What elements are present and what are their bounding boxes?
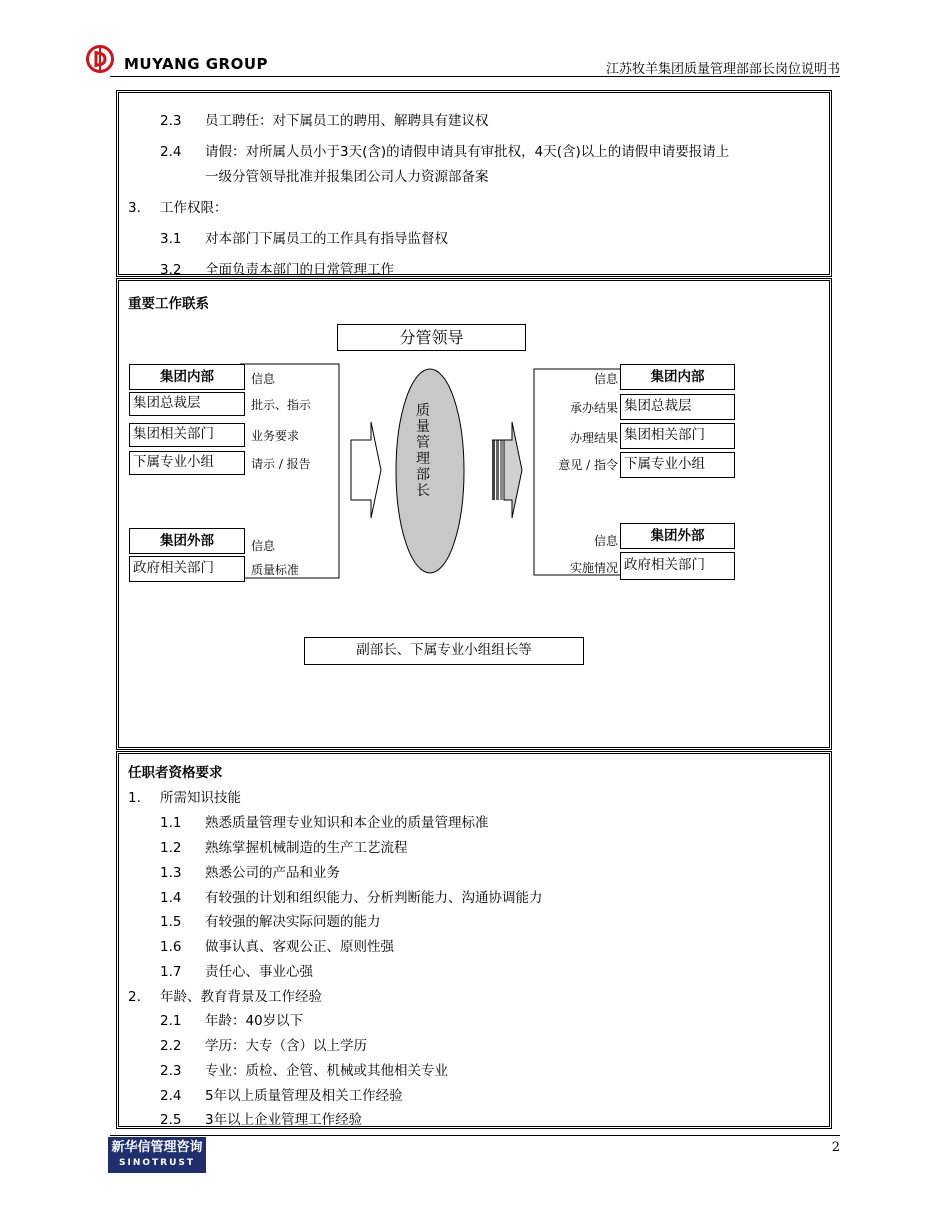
- qualification-item: 2.3 专业：质检、企管、机械或其他相关专业: [160, 1063, 448, 1079]
- sinotrust-logo: 新华信管理咨询 SINOTRUST: [108, 1137, 206, 1173]
- left-internal-label: 信息: [251, 372, 276, 386]
- right-internal-item: 集团总裁层: [620, 394, 735, 420]
- right-external-header: 集团外部: [620, 523, 735, 549]
- right-internal-item: 下属专业小组: [620, 452, 735, 478]
- right-internal-item: 集团相关部门: [620, 423, 735, 449]
- left-internal-label: 批示、指示: [251, 398, 312, 412]
- right-internal-label: 信息: [593, 372, 618, 386]
- subordinates-box: 副部长、下属专业小组组长等: [304, 637, 584, 665]
- supervisor-box: 分管领导: [337, 324, 526, 351]
- authority-item: 2.3 员工聘任：对下属员工的聘用、解聘具有建议权: [160, 113, 489, 129]
- left-internal-item: 集团相关部门: [129, 423, 245, 447]
- qualification-item: 1. 所需知识技能: [128, 790, 241, 806]
- authority-section: [116, 90, 832, 277]
- authority-item: 3.2 全面负责本部门的日常管理工作: [160, 262, 394, 278]
- left-external-label: 信息: [251, 539, 276, 553]
- header-divider: [110, 76, 840, 77]
- left-arrow-icon: [349, 420, 384, 520]
- muyang-logo-icon: [85, 44, 115, 74]
- qualification-item: 1.5 有较强的解决实际问题的能力: [160, 914, 381, 930]
- left-internal-label: 请示 / 报告: [251, 457, 311, 471]
- left-internal-label: 业务要求: [251, 429, 300, 443]
- left-internal-item: 集团总裁层: [129, 392, 245, 416]
- authority-item: 2.4 请假：对所属人员小于3天(含)的请假申请具有审批权，4天(含)以上的请假申请要报请上: [160, 144, 730, 160]
- qualification-item: 1.2 熟练掌握机械制造的生产工艺流程: [160, 840, 408, 856]
- center-role-label: 质量管理部长: [416, 403, 430, 499]
- qualification-item: 1.1 熟悉质量管理专业知识和本企业的质量管理标准: [160, 815, 489, 831]
- qualification-item: 2.5 3年以上企业管理工作经验: [160, 1112, 363, 1128]
- left-internal-header: 集团内部: [129, 364, 245, 390]
- right-internal-label: 承办结果: [569, 401, 618, 415]
- right-external-item: 政府相关部门: [620, 552, 735, 580]
- right-arrow-icon: [490, 420, 525, 520]
- brand-name: MUYANG GROUP: [124, 55, 269, 73]
- authority-item: 3. 工作权限：: [128, 200, 228, 216]
- right-external-label: 信息: [593, 534, 618, 548]
- qualification-item: 2. 年龄、教育背景及工作经验: [128, 989, 322, 1005]
- qualification-item: 2.2 学历：大专（含）以上学历: [160, 1038, 367, 1054]
- left-external-label: 质量标准: [251, 563, 300, 577]
- qualifications-section: [116, 751, 832, 1129]
- authority-item: 3.1 对本部门下属员工的工作具有指导监督权: [160, 231, 448, 247]
- qualification-item: 1.6 做事认真、客观公正、原则性强: [160, 939, 394, 955]
- page-number: 2: [831, 1140, 840, 1155]
- left-external-header: 集团外部: [129, 528, 245, 554]
- right-external-label: 实施情况: [569, 561, 618, 575]
- qualification-item: 2.4 5年以上质量管理及相关工作经验: [160, 1088, 403, 1104]
- qualification-item: 1.7 责任心、事业心强: [160, 964, 313, 980]
- left-external-item: 政府相关部门: [129, 556, 245, 582]
- qualification-item: 1.4 有较强的计划和组织能力、分析判断能力、沟通协调能力: [160, 890, 543, 906]
- authority-item: 一级分管领导批准并报集团公司人力资源部备案: [205, 169, 489, 185]
- qualification-item: 1.3 熟悉公司的产品和业务: [160, 865, 340, 881]
- left-internal-item: 下属专业小组: [129, 451, 245, 475]
- document-title: 江苏牧羊集团质量管理部部长岗位说明书: [605, 62, 840, 77]
- right-internal-label: 办理结果: [569, 431, 618, 445]
- right-internal-label: 意见 / 指令: [558, 458, 618, 472]
- qualifications-title: 任职者资格要求: [128, 765, 223, 781]
- relations-title: 重要工作联系: [128, 296, 209, 312]
- qualification-item: 2.1 年龄：40岁以下: [160, 1013, 304, 1029]
- footer-divider: [110, 1135, 840, 1136]
- right-internal-header: 集团内部: [620, 364, 735, 390]
